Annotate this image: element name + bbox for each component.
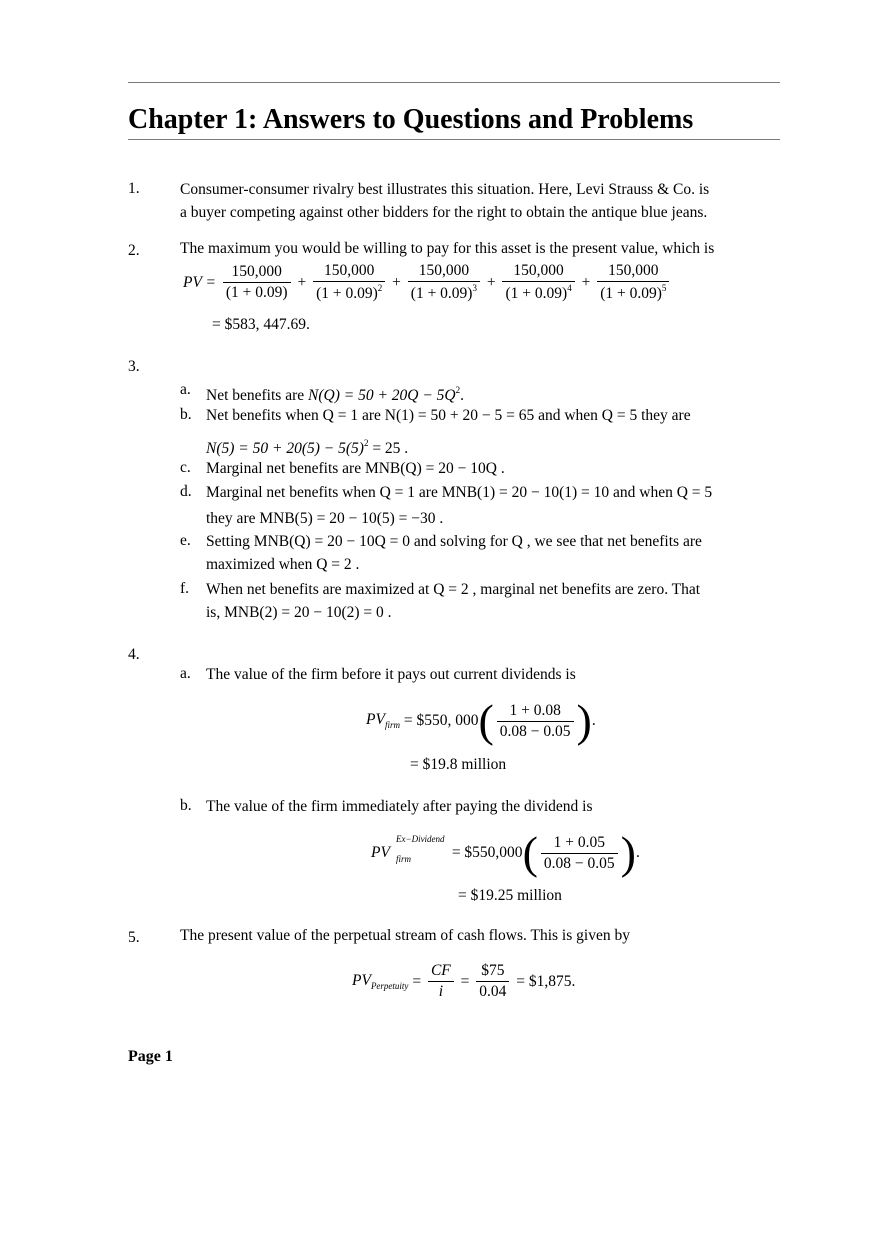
q5-text: The present value of the perpetual stream of cash flows. This is given by: [180, 927, 630, 944]
q2-term-2: $\frac{150,000}{(1 + 0.09)^2}$: [313, 262, 385, 303]
q2-term-1: $\frac{150,000}{(1 + 0.09)}$: [223, 263, 291, 302]
q1-number: 1.: [128, 180, 140, 197]
q4b-result: = $19.25 million: [458, 887, 562, 904]
q4a-equation: $PV_{firm}$ = $550, 000( $\frac{1 + 0.08}{0.08 - 0.05}$ ).: [366, 695, 596, 746]
plus-sign: +: [392, 273, 401, 291]
plus-sign: +: [581, 273, 591, 291]
q3b-text: Net benefits when Q = 1 are N(1) = 50 + 20 − 5 = 65 and when Q = 5 they are $N(5) = 50 + 20(5) - 5(5)^2 = 25$ .: [206, 407, 691, 457]
q1-text: [180, 178, 709, 224]
q3-number: 3.: [128, 358, 140, 375]
q3f-text: When net benefits are maximized at Q = 2 , marginal net benefits are zero. That is, MNB(2) = 20 − 10(2) = 0 .: [206, 581, 701, 621]
q2-result: = $583, 447.69.: [212, 316, 310, 333]
q3f-label: f.: [180, 580, 190, 597]
q2-lhs: PV =: [183, 273, 216, 291]
q4b-text: The value of the firm immediately after paying the dividend is: [206, 798, 593, 815]
plus-sign: +: [297, 273, 307, 291]
q5-number: 5.: [128, 929, 140, 946]
page-footer: Page 1: [128, 1048, 173, 1065]
q4b-label: b.: [180, 797, 192, 814]
q2-number: 2.: [128, 242, 140, 259]
q3a-label: a.: [180, 381, 191, 398]
title-rule: [128, 139, 780, 140]
q2-term-4: $\frac{150,000}{(1 + 0.09)^4}$: [502, 262, 574, 303]
page-title: Chapter 1: Answers to Questions and Problems: [128, 104, 694, 135]
q2-equation: [183, 262, 672, 303]
q1-line1: Consumer-consumer rivalry best illustrates this situation. Here, Levi Strauss & Co. is: [180, 181, 710, 198]
q2-text: The maximum you would be willing to pay for this asset is the present value, which is: [180, 240, 715, 257]
q4a-result: = $19.8 million: [410, 756, 507, 773]
q3b-label: b.: [180, 406, 192, 423]
plus-sign: +: [486, 273, 496, 291]
q4b-equation: PV Ex−Dividend firm = $550,000( $\frac{1 + 0.05}{0.08 - 0.05}$ ).: [371, 827, 640, 878]
q4a-label: a.: [180, 665, 191, 682]
top-rule: [128, 82, 780, 83]
q3e-text: Setting MNB(Q) = 20 − 10Q = 0 and solving for Q , we see that net benefits are maximized when Q = 2 .: [206, 533, 702, 573]
q3c-label: c.: [180, 459, 191, 476]
q1-line2: a buyer competing against other bidders for the right to obtain the antique blue jeans.: [180, 204, 708, 221]
q4-number: 4.: [128, 646, 140, 663]
q2-term-5: $\frac{150,000}{(1 + 0.09)^5}$: [597, 262, 669, 303]
q3a-text: Net benefits are $N(Q) = 50 + 20Q - 5Q^2$.: [206, 385, 464, 404]
q3e-label: e.: [180, 532, 191, 549]
q3d-label: d.: [180, 483, 192, 500]
q2-term-3: $\frac{150,000}{(1 + 0.09)^3}$: [408, 262, 480, 303]
q4a-text: The value of the firm before it pays out current dividends is: [206, 666, 576, 683]
q3c-text: Marginal net benefits are MNB(Q) = 20 − 10Q .: [206, 460, 505, 477]
q5-equation: $PV_{Perpetuity}$ = $\frac{CF}{i}$ = $\frac{\$75}{0.04}$ = $1,875.: [352, 962, 576, 1000]
q3d-text: Marginal net benefits when Q = 1 are MNB(1) = 20 − 10(1) = 10 and when Q = 5 they are MNB(5) = 20 − 10(5) = −30 .: [206, 484, 713, 527]
